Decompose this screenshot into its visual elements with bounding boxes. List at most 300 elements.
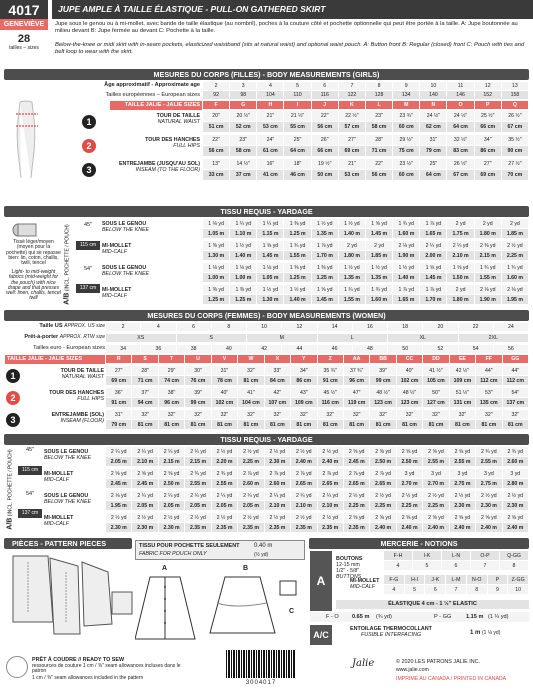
fabric-yard-row bbox=[203, 263, 529, 273]
age-cell: 3 bbox=[230, 82, 257, 91]
fabric-cell: 1.35 m bbox=[366, 273, 393, 283]
fabric-cell: 2.75 m bbox=[476, 479, 502, 489]
fabric-cell: 1 ½ yd bbox=[230, 241, 257, 251]
fabric-cell: 2 ¼ yd bbox=[447, 241, 474, 251]
women-jalie-label: TAILLE JALIE - JALIE SIZES bbox=[5, 355, 105, 364]
fabric-cell: 1.45 m bbox=[312, 295, 339, 305]
buttons-fr: BOUTONS bbox=[336, 556, 363, 562]
fabric-row-label bbox=[44, 494, 104, 506]
fabric-cell: 2 ½ yd bbox=[106, 513, 132, 523]
fabric-cell: 2 ½ yd bbox=[212, 513, 238, 523]
fabric-metre-row bbox=[106, 523, 529, 533]
eu-size-cell: 104 bbox=[257, 91, 284, 100]
measurement-cell: 81 cm bbox=[344, 420, 370, 430]
fabric-cell: 1 ⅛ yd bbox=[257, 263, 284, 273]
girls-figure bbox=[6, 100, 46, 180]
fabric-row-en: BELOW THE KNEE bbox=[44, 454, 92, 461]
fabric-cell: 1.05 m bbox=[203, 229, 230, 239]
notion-size-cell: L-M bbox=[446, 575, 467, 585]
us-size-cell: 20 bbox=[423, 323, 458, 332]
skirt-drawings bbox=[135, 573, 305, 643]
fabric-cell: 2 ¼ yd bbox=[265, 491, 291, 501]
measurement-cell: 54" bbox=[503, 388, 529, 398]
fabric-cell: 2.10 m bbox=[265, 501, 291, 511]
measurement-label bbox=[100, 114, 200, 126]
measurement-cell: 52 cm bbox=[230, 122, 257, 133]
fabric-cell: 2 ½ yd bbox=[212, 447, 238, 457]
measurement-cell: 28" bbox=[132, 366, 158, 376]
website: www.jalie.com bbox=[396, 667, 429, 673]
fabric-cell: 1.35 m bbox=[312, 229, 339, 239]
measurement-cell: 37 cm bbox=[230, 170, 257, 181]
notion-count-cell: 7 bbox=[446, 585, 467, 595]
fabric-cell: 1 ½ yd bbox=[393, 263, 420, 273]
us-size-cell: 4 bbox=[141, 323, 176, 332]
fabric-cell: 1 ½ yd bbox=[366, 263, 393, 273]
fabric-cell: 2 ⅞ yd bbox=[265, 469, 291, 479]
fabric-row-label bbox=[44, 516, 104, 528]
measurement-cell: 64 cm bbox=[420, 170, 447, 181]
fabric-yard-row bbox=[106, 447, 529, 457]
measurement-cell: 81 cm bbox=[450, 420, 476, 430]
fabric-metre-row bbox=[203, 295, 529, 305]
notions-title: MERCERIE - NOTIONS bbox=[309, 538, 529, 549]
fabric-cell: 2.35 m bbox=[238, 523, 264, 533]
fabric-cell: 3 yd bbox=[476, 469, 502, 479]
measurement-cell: 39" bbox=[185, 388, 211, 398]
measurement-cell: 32" bbox=[291, 410, 317, 420]
elastic-pgg: P - GG bbox=[434, 614, 452, 620]
age-cell: 11 bbox=[447, 82, 474, 91]
fabric-cell: 2.25 m bbox=[370, 501, 396, 511]
interfacing-value bbox=[470, 630, 500, 636]
measurement-inch-row bbox=[203, 159, 529, 170]
fabric-cell: 1.00 m bbox=[230, 273, 257, 283]
fabric-cell: 1.55 m bbox=[339, 295, 366, 305]
measurement-cell: 79 cm bbox=[106, 420, 132, 430]
fabric-cell: 2.65 m bbox=[344, 479, 370, 489]
fabric-cell: 2 ¾ yd bbox=[212, 469, 238, 479]
fabric-cell: 2.45 m bbox=[106, 479, 132, 489]
measurement-cell: 22" bbox=[366, 159, 393, 170]
midcalf-en: MID-CALF bbox=[350, 584, 376, 591]
measurement-cell: 39" bbox=[370, 366, 396, 376]
measurement-cell: 35 ½" bbox=[502, 135, 529, 146]
notion-size-cell: Z-GG bbox=[508, 575, 529, 585]
notion-size-cell: F-G bbox=[384, 575, 405, 585]
measurement-cell: 96 cm bbox=[344, 376, 370, 386]
measurement-inch-row bbox=[106, 410, 529, 420]
measurement-cell: 22" bbox=[312, 111, 339, 122]
measurement-cell: 42" bbox=[265, 388, 291, 398]
fabric-cell: 1.45 m bbox=[257, 251, 284, 261]
fabric-cell: 1.25 m bbox=[312, 273, 339, 283]
fabric-cell: 2 ¼ yd bbox=[185, 491, 211, 501]
fabric-row-fr: MI-MOLLET bbox=[102, 287, 132, 293]
fabric-cell: 2.40 m bbox=[503, 523, 529, 533]
notion-count-cell: 10 bbox=[508, 585, 529, 595]
fabric-cell: 1 ⅞ yd bbox=[420, 219, 447, 229]
measurement-cell: 81 cm bbox=[476, 420, 502, 430]
fabric-cell: 1.35 m bbox=[339, 273, 366, 283]
interfacing-m: 1 m bbox=[470, 630, 481, 636]
measurement-cell: 26" bbox=[312, 135, 339, 146]
jalie-size-cell: EE bbox=[450, 355, 476, 364]
measurement-label bbox=[100, 162, 200, 174]
fabric-cell: 1 ⅜ yd bbox=[312, 263, 339, 273]
measurement-cell: 27 ½" bbox=[502, 159, 529, 170]
measurement-inch-row bbox=[203, 111, 529, 122]
fabric-cell: 2 ¼ yd bbox=[132, 447, 158, 457]
measurement-cell: 32" bbox=[318, 410, 344, 420]
eu-size-cell: 34 bbox=[106, 345, 141, 354]
fabric-cell: 2.10 m bbox=[318, 501, 344, 511]
fabric-cell: 1 ⅛ yd bbox=[203, 219, 230, 229]
eu-size-cell: 50 bbox=[388, 345, 423, 354]
measurement-inch-row bbox=[106, 388, 529, 398]
eu-size-cell: 146 bbox=[447, 91, 474, 100]
fabric-cell: 2.10 m bbox=[291, 501, 317, 511]
measurement-cell: 137 cm bbox=[503, 398, 529, 408]
pattern-pieces-drawing bbox=[8, 552, 138, 640]
elastic-title: ÉLASTIQUE 4 cm - 1 ½" ELASTIC bbox=[336, 600, 529, 609]
fabric-cell: 1 ½ yd bbox=[339, 263, 366, 273]
age-cell: 10 bbox=[420, 82, 447, 91]
women-us-row bbox=[106, 323, 529, 332]
measurement-cell: 21" bbox=[339, 159, 366, 170]
fabric-cell: 2 ½ yd bbox=[132, 513, 158, 523]
age-cell: 5 bbox=[284, 82, 311, 91]
fabric-cell: 2 yd bbox=[366, 241, 393, 251]
measurement-cell: 16" bbox=[257, 159, 284, 170]
fabric-cell: 2.30 m bbox=[265, 457, 291, 467]
fabric-row-label bbox=[44, 450, 104, 462]
title-fr: JUPE AMPLE À TAILLE ÉLASTIQUE bbox=[58, 4, 203, 14]
measurement-cell: 58 cm bbox=[230, 146, 257, 157]
girls-age-label: Âge approximatif - Approximate age bbox=[104, 82, 200, 88]
fabric-cell: 2 ¼ yd bbox=[291, 491, 317, 501]
fabric-cell: 1.45 m bbox=[420, 273, 447, 283]
fabric-width-45 bbox=[18, 447, 42, 453]
women-ab-sub: (INCL. POCHETTE / POUCH) bbox=[7, 448, 14, 516]
elastic-row bbox=[310, 612, 529, 622]
jalie-size-cell: R bbox=[106, 355, 132, 364]
measurement-label-en: INSEAM (FLOOR) bbox=[60, 417, 104, 424]
fabric-row-fr: MI-MOLLET bbox=[102, 243, 132, 249]
measurement-cell: 27" bbox=[475, 159, 502, 170]
fabric-cell: 2.50 m bbox=[370, 457, 396, 467]
measurement-cell: 40" bbox=[397, 366, 423, 376]
women-us-sub: APPROX. US size bbox=[64, 323, 105, 329]
fabric-cell: 2 ½ yd bbox=[318, 447, 344, 457]
barcode bbox=[226, 650, 296, 678]
jalie-size-cell: Z bbox=[318, 355, 344, 364]
notion-size-cell: L-N bbox=[442, 551, 471, 561]
measurement-cell: 26 ½" bbox=[502, 111, 529, 122]
fabric-cell: 1.10 m bbox=[230, 229, 257, 239]
fabric-cell: 2.80 m bbox=[503, 479, 529, 489]
elastic-pgg-yd: (1 ¼ yd) bbox=[488, 614, 509, 620]
measurement-cell: 48 ½" bbox=[397, 388, 423, 398]
measurement-cell: 28" bbox=[366, 135, 393, 146]
notion-size-cell: P bbox=[488, 575, 509, 585]
fabric-cell: 2.60 m bbox=[238, 479, 264, 489]
fabric-cell: 2 ⅝ yd bbox=[503, 513, 529, 523]
fabric-cell: 1 ⅝ yd bbox=[366, 219, 393, 229]
eu-size-cell: 52 bbox=[423, 345, 458, 354]
fabric-cell: 2 ½ yd bbox=[265, 447, 291, 457]
fabric-row-en: BELOW THE KNEE bbox=[102, 270, 150, 277]
fabric-cell: 2.60 m bbox=[503, 457, 529, 467]
us-size-cell: 10 bbox=[247, 323, 282, 332]
measurement-cell: 25" bbox=[420, 159, 447, 170]
fabric-cell: 1 ¾ yd bbox=[284, 241, 311, 251]
rtw-size-cell: XS bbox=[106, 334, 177, 343]
fabric-cell: 2 ½ yd bbox=[159, 513, 185, 523]
measurement-cell: 21 ½" bbox=[284, 111, 311, 122]
measurement-cell: 91 cm bbox=[106, 398, 132, 408]
fabric-cell: 2 yd bbox=[475, 219, 502, 229]
measurement-cell: 25" bbox=[284, 135, 311, 146]
age-cell: 13 bbox=[502, 82, 529, 91]
measurement-cell: 23 ¾" bbox=[393, 111, 420, 122]
fabric-cell: 3 yd bbox=[503, 469, 529, 479]
measurement-cell: 20 ½" bbox=[230, 111, 257, 122]
label-c: C bbox=[289, 608, 295, 615]
fabric-cell: 1.60 m bbox=[502, 273, 529, 283]
fabric-yard-row bbox=[106, 491, 529, 501]
fabric-metre-row bbox=[203, 251, 529, 261]
measurement-cell: 86 cm bbox=[475, 146, 502, 157]
fabric-cell: 2 yd bbox=[447, 285, 474, 295]
measurement-cell: 81 cm bbox=[185, 420, 211, 430]
measurement-cell: 32" bbox=[132, 410, 158, 420]
fabric-cell: 1.50 m bbox=[447, 273, 474, 283]
fabric-cell: 2 yd bbox=[502, 219, 529, 229]
fabric-cell: 2.35 m bbox=[185, 523, 211, 533]
fabric-cell: 2 yd bbox=[339, 241, 366, 251]
eu-size-cell: 152 bbox=[475, 91, 502, 100]
fabric-cell: 2.05 m bbox=[159, 501, 185, 511]
fabric-cell: 2.40 m bbox=[397, 523, 423, 533]
measurement-label bbox=[24, 413, 104, 425]
pattern-number: 4017 bbox=[0, 0, 48, 19]
fabric-cell: 2.25 m bbox=[423, 501, 449, 511]
fabric-row-fr: MI-MOLLET bbox=[44, 471, 74, 477]
fabric-cell: 1 ¾ yd bbox=[475, 263, 502, 273]
us-size-cell: 8 bbox=[212, 323, 247, 332]
measurement-cell: 42 ½" bbox=[450, 366, 476, 376]
eu-size-cell: 122 bbox=[339, 91, 366, 100]
measurement-cell: 45 ½" bbox=[318, 388, 344, 398]
pieces-title: PIÈCES - PATTERN PIECES bbox=[4, 538, 132, 549]
notion-count-cell: 9 bbox=[488, 585, 509, 595]
measurement-cell: 66 cm bbox=[312, 146, 339, 157]
measurement-label-fr: ENTREJAMBE (SOL) bbox=[51, 412, 104, 418]
fabric-cell: 2 ¼ yd bbox=[420, 241, 447, 251]
measurement-cell: 74 cm bbox=[159, 376, 185, 386]
measurement-cm-row bbox=[106, 376, 529, 386]
jalie-size-cell: AA bbox=[344, 355, 370, 364]
fabric-cell: 1.80 m bbox=[339, 251, 366, 261]
pouch-fabric-m: 0.40 m bbox=[254, 543, 273, 549]
measurement-cell: 71 cm bbox=[366, 146, 393, 157]
fabric-cell: 2.10 m bbox=[132, 457, 158, 467]
fabric-row-fr: MI-MOLLET bbox=[44, 515, 74, 521]
fabric-cell: 1 ¼ yd bbox=[230, 219, 257, 229]
fabric-row-en: MID-CALF bbox=[44, 520, 70, 527]
measurement-cell: 90 cm bbox=[502, 146, 529, 157]
fabric-row-en: MID-CALF bbox=[44, 476, 70, 483]
fabric-cell: 2.40 m bbox=[423, 523, 449, 533]
fabric-cell: 1 ¾ yd bbox=[366, 285, 393, 295]
fabric-metre-row bbox=[106, 457, 529, 467]
women-measurements-title: MESURES DU CORPS (FEMMES) - BODY MEASUREMENTS (WOMEN) bbox=[4, 310, 529, 321]
measurement-cell: 21" bbox=[257, 111, 284, 122]
fabric-cell: 2.40 m bbox=[291, 457, 317, 467]
measurement-cell: 56 cm bbox=[203, 146, 230, 157]
barcode-number: 3004017 bbox=[245, 680, 277, 686]
fabric-cell: 2.05 m bbox=[132, 501, 158, 511]
measurement-inch-row bbox=[106, 366, 529, 376]
fabric-row-label bbox=[44, 472, 104, 484]
fabric-cell: 2 ½ yd bbox=[476, 491, 502, 501]
fabric-cell: 2 ½ yd bbox=[318, 513, 344, 523]
fabric-yard-row bbox=[106, 469, 529, 479]
notion-size-cell: Q-GG bbox=[500, 551, 529, 561]
girls-yardage-title: TISSU REQUIS - YARDAGE bbox=[4, 206, 529, 217]
notion-count-cell: 6 bbox=[442, 561, 471, 571]
measurement-label-en: FULL HIPS bbox=[77, 395, 104, 402]
measurement-cell: 131 cm bbox=[450, 398, 476, 408]
notion-count-cell: 6 bbox=[425, 585, 446, 595]
women-rtw-label bbox=[15, 334, 105, 340]
eu-size-cell: 40 bbox=[212, 345, 247, 354]
fabric-cell: 1 ¾ yd bbox=[502, 263, 529, 273]
girls-ages-row bbox=[203, 82, 529, 91]
fabric-cell: 1 ½ yd bbox=[284, 285, 311, 295]
fabric-cell: 1.75 m bbox=[447, 229, 474, 239]
us-size-cell: 24 bbox=[494, 323, 529, 332]
measurement-cell: 31" bbox=[420, 135, 447, 146]
jalie-size-cell: P bbox=[475, 101, 502, 110]
fabric-cell: 1.65 m bbox=[420, 229, 447, 239]
fabric-cell: 2.55 m bbox=[423, 457, 449, 467]
measurement-label bbox=[24, 391, 104, 403]
measurement-cell: 34" bbox=[475, 135, 502, 146]
measurement-cell: 27" bbox=[339, 135, 366, 146]
measurement-number-badge: 2 bbox=[82, 139, 96, 153]
eu-size-cell: 56 bbox=[494, 345, 529, 354]
measurement-cell: 29 ½" bbox=[393, 135, 420, 146]
measurement-cell: 22" bbox=[203, 135, 230, 146]
fabric-cell: 2.65 m bbox=[318, 479, 344, 489]
measurement-cell: 81 cm bbox=[291, 420, 317, 430]
measurement-cell: 75 cm bbox=[393, 146, 420, 157]
fabric-cell: 2.55 m bbox=[450, 457, 476, 467]
fabric-yard-row bbox=[203, 219, 529, 229]
measurement-cell: 55 cm bbox=[284, 122, 311, 133]
fabric-cell: 2.40 m bbox=[476, 523, 502, 533]
fabric-cell: 2.50 m bbox=[159, 479, 185, 489]
fabric-cell: 1.70 m bbox=[420, 295, 447, 305]
fabric-cell: 1 ⅜ yd bbox=[284, 219, 311, 229]
fabric-cell: 1 ⅜ yd bbox=[284, 263, 311, 273]
girls-ab-sub: (INCL. POCHETTE / POUCH) bbox=[64, 223, 71, 291]
measurement-cell: 69 cm bbox=[339, 146, 366, 157]
eu-size-cell: 92 bbox=[203, 91, 230, 100]
fabric-cell: 2 ⅝ yd bbox=[370, 447, 396, 457]
fabric-cell: 1 ¼ yd bbox=[257, 219, 284, 229]
fabric-cell: 2 ⅛ yd bbox=[393, 241, 420, 251]
skirt-illustration-icon bbox=[135, 573, 305, 643]
measurement-cell: 69 cm bbox=[106, 376, 132, 386]
fabric-metre-row bbox=[203, 229, 529, 239]
fabric-row-fr: SOUS LE GENOU bbox=[44, 493, 89, 499]
seam-allowance-fr: ressources de couture 1 cm / ⅜" seam allowances incluses dans le patron bbox=[32, 663, 181, 675]
fabric-cell: 2 ¼ yd bbox=[106, 447, 132, 457]
measurement-number-badge: 3 bbox=[82, 163, 96, 177]
jalie-size-cell: U bbox=[185, 355, 211, 364]
made-in-canada: IMPRIMÉ AU CANADA / PRINTED IN CANADA bbox=[396, 676, 507, 682]
fabric-cell: 2 ⅞ yd bbox=[344, 469, 370, 479]
measurement-cell: 123 cm bbox=[397, 398, 423, 408]
measurement-cell: 14 ½" bbox=[230, 159, 257, 170]
fabric-cell: 1.25 m bbox=[230, 295, 257, 305]
fabric-width-54: 54" bbox=[25, 491, 35, 497]
fabric-cell: 1.25 m bbox=[284, 273, 311, 283]
fabric-row-en: BELOW THE KNEE bbox=[44, 498, 92, 505]
fabric-cell: 2 ¼ yd bbox=[132, 491, 158, 501]
measurement-label-en: INSEAM (TO THE FLOOR) bbox=[135, 166, 200, 173]
measurement-cell: 30" bbox=[185, 366, 211, 376]
fabric-yard-row bbox=[203, 285, 529, 295]
measurement-cell: 24 ½" bbox=[447, 111, 474, 122]
measurement-cell: 50" bbox=[423, 388, 449, 398]
jalie-size-cell: Q bbox=[502, 101, 529, 110]
fabric-cell: 1.90 m bbox=[475, 295, 502, 305]
women-rtw-main: Prêt-à-porter bbox=[24, 334, 59, 340]
measurement-cell: 57 cm bbox=[339, 122, 366, 133]
fabric-cell: 2.25 m bbox=[502, 251, 529, 261]
buttons-size: 12-15 mm bbox=[336, 562, 360, 569]
measurement-cell: 56 cm bbox=[366, 170, 393, 181]
fabric-cell: 1.30 m bbox=[203, 251, 230, 261]
interfacing-en: FUSIBLE INTERFACING bbox=[360, 632, 422, 639]
measurement-cell: 23 ½" bbox=[393, 159, 420, 170]
measurement-cell: 25 ½" bbox=[475, 111, 502, 122]
fabric-cell: 2 ¼ yd bbox=[159, 491, 185, 501]
fabric-cell: 1.55 m bbox=[284, 251, 311, 261]
fabric-cell: 2.05 m bbox=[212, 501, 238, 511]
measurement-cell: 32" bbox=[238, 366, 264, 376]
women-jalie-row bbox=[106, 355, 529, 364]
notion-count-cell: 8 bbox=[500, 561, 529, 571]
fabric-yard-row bbox=[203, 241, 529, 251]
measurement-cell: 13" bbox=[203, 159, 230, 170]
measurement-cell: 29" bbox=[159, 366, 185, 376]
fabric-cell: 1.00 m bbox=[203, 273, 230, 283]
fabric-cell: 2 ¾ yd bbox=[185, 469, 211, 479]
fabric-cell: 1 ⅞ yd bbox=[312, 241, 339, 251]
measurement-cell: 41 ½" bbox=[423, 366, 449, 376]
measurement-cell: 32" bbox=[476, 410, 502, 420]
fabric-cell: 1.40 m bbox=[284, 295, 311, 305]
fabric-cell: 2.45 m bbox=[344, 457, 370, 467]
measurement-cm-row bbox=[203, 170, 529, 181]
measurement-cell: 40" bbox=[212, 388, 238, 398]
buttons-size-in: 1/2" - 5/8" bbox=[336, 568, 360, 575]
